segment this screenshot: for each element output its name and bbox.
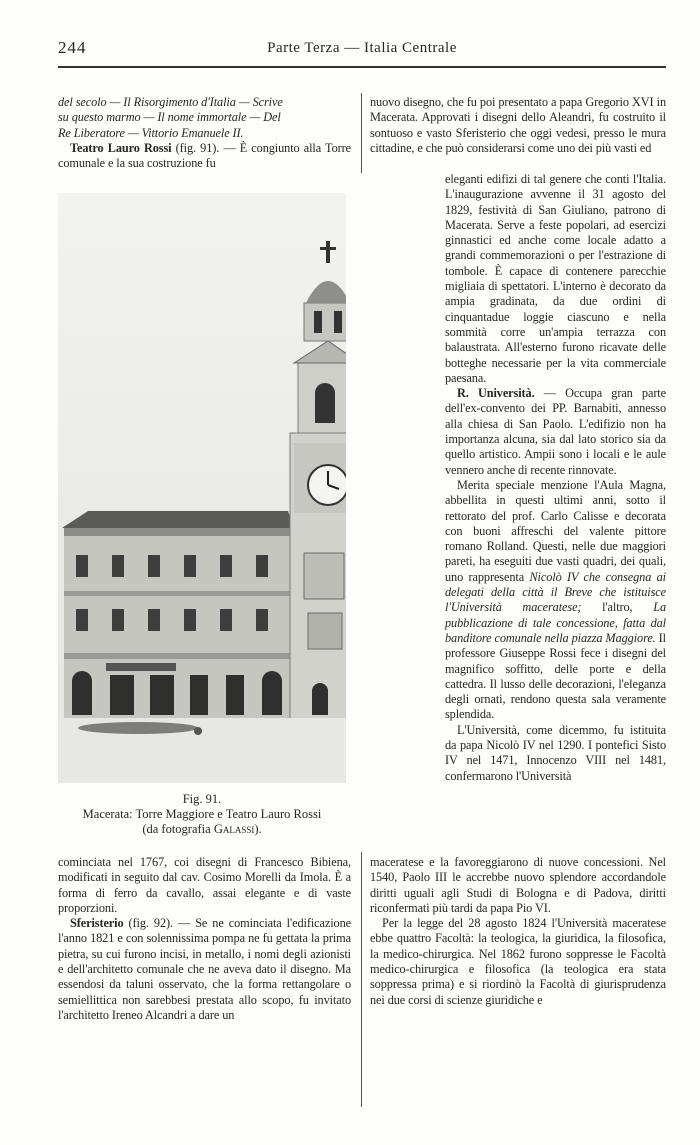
figure-caption — [58, 792, 346, 837]
universita-heading: R. Università. — [457, 386, 535, 401]
right-column-top — [370, 95, 666, 156]
teatro-paragraph — [58, 141, 351, 172]
sferisterio-text: (fig. 92). — Se ne cominciata l'edificazione l'anno 1821 e con solennissima pompa ne fu gettata la prima pietra, su cui furono incisi, in metallo, i nomi degli azionisti e dell'architetto comunale che ne aveva dato il disegno. Ma essendosi da taluni osservato, che la forma rettangolare o semiellittica non sarebbesi prestata allo scopo, fu invitato l'architetto Ireneo Alcandri a dare un — [58, 916, 351, 1022]
inscription — [58, 95, 351, 141]
sferisterio-details: eleganti edifizi di tal genere che conti l'Italia. L'inaugurazione avvenne il 31 agosto del 1829, festività di San Giuliano, patrono di Macerata. Serve a feste popolari, ad esercizi ginnastici ed anche come locale adatto a grandi commemorazioni o per l'estrazione di tombole. È capace di contenere parecchie migliaia di spettatori. L'interno è decorato da ampia gradinata, da due ordini di cinquantadue loggie ciascuno e nella sommità corre un'ampia terrazza con balaustrata. All'esterno furono ricavate delle botteghe necessarie per la vita commerciale paesana. — [445, 172, 666, 385]
universita-concessions: maceratese e la favoreggiarono di nuove concessioni. Nel 1540, Paolo III le accrebbe nuovo splendore accordandole diritti uguali agli Studi di Bologna e di Padova, diritti riconfermati più tardi da papa Pio VI. — [370, 855, 666, 915]
inscription-line: su questo marmo — Il nome immortale — Del — [58, 110, 281, 125]
sferisterio-paragraph — [58, 916, 351, 1023]
inscription-line: del secolo — Il Risorgimento d'Italia — Scrive — [58, 95, 283, 109]
tower-theatre-illustration — [58, 193, 346, 783]
teatro-heading: Teatro Lauro Rossi — [70, 140, 172, 155]
theatre-roof — [62, 511, 294, 528]
tower-cross — [326, 241, 330, 263]
running-title: Parte Terza — Italia Centrale — [267, 40, 457, 56]
sferisterio-continuation: nuovo disegno, che fu poi presentato a papa Gregorio XVI in Macerata. Approvati i disegni dello Aleandri, fu costruito il sontuoso e vasto Sferisterio che oggi vedesi, presso le mura cittadine, e che può considerarsi come uno dei più vasti ed — [370, 95, 666, 155]
page-header — [58, 36, 666, 62]
teatro-continuation: cominciata nel 1767, coi disegni di Francesco Bibiena, modificati in seguito dal cav. Cosimo Morelli da Imola. È a forma di ferro da cavallo, assai elegante e di vaste proporzioni. — [58, 855, 351, 915]
universita-faculties: Per la legge del 28 agosto 1824 l'Università maceratese ebbe quattro Facoltà: la teologica, la giuridica, la filosofica, la medico-chirurgica. Nel 1862 furono soppresse le Facoltà medico-chirurgica e filosofica (la teologica era stata soppressa prima) e si riordinò la Facoltà di giurisprudenza nei due corsi di scienze giuridiche e — [370, 916, 666, 1007]
fresco-title-2: La pubblicazione di tale concessione, fatta dal banditore comunale nella piazza Maggiore. — [445, 600, 666, 645]
header-rule — [58, 66, 666, 68]
inscription-line: Re Liberatore — Vittorio Emanuele II. — [58, 125, 244, 140]
universita-text: — Occupa gran parte dell'ex-convento dei PP. Barnabiti, annesso alla chiesa di San Paolo. L'edifizio non ha importanza alcuna, sia dal lato storico sia da quello artistico. Ampii sono i locali e le aule vennero anche di recente rinnovate. — [445, 386, 666, 477]
photo-credit: Galassi — [213, 822, 255, 836]
garden-hedge — [78, 722, 198, 734]
figure-label: Fig. 91. — [182, 792, 222, 806]
universita-history: L'Università, come dicemmo, fu istituita da papa Nicolò IV nel 1290. I pontefici Sisto IV nel 1471, Innocenzo VIII nel 1481, confermarono l'Università — [445, 722, 666, 783]
plaque — [304, 553, 344, 599]
aula-magna-paragraph: Merita speciale menzione l'Aula Magna, abbellita in questi ultimi anni, sotto il rettorato del prof. Carlo Calisse e decorata con buoni affreschi del valente pittore romano Rolland. Questi, nelle due maggiori pareti, ha eseguiti due vasti quadri, dei quali, uno rappresenta Nicolò IV che consegna ai delegati della città il Breve che istituisce l'Università maceratese; l'altro, La pubblicazione di tale concessione, fatta dal banditore comunale nella piazza Maggiore. Il professore Giuseppe Rossi fece i disegni del magnifico soffitto, delle porte e della cattedra. Il lusso delle decorazioni, l'eleganza degli ornati, rendono questa sala veramente splendida. — [445, 477, 667, 722]
shop-sign — [106, 663, 176, 671]
sferisterio-heading: Sferisterio — [70, 916, 124, 931]
right-column-bottom — [370, 855, 666, 1008]
left-column-top — [58, 95, 351, 171]
column-divider-bottom — [361, 852, 362, 1107]
column-divider — [361, 93, 362, 173]
teatro-text: (fig. 91). — È congiunto alla Torre comunale e la sua costruzione fu — [58, 140, 351, 171]
universita-paragraph — [445, 386, 666, 478]
page-number: 244 — [58, 38, 87, 57]
fresco-title-1: Nicolò IV che consegna ai delegati della città il Breve che istituisce l'Università maceratese; — [445, 569, 667, 615]
caption-line2: (da fotografia Galassi). — [142, 822, 262, 836]
left-column-bottom — [58, 855, 351, 1023]
right-column-wrap — [445, 172, 666, 784]
figure-photo — [58, 193, 346, 783]
caption-line1: Macerata: Torre Maggiore e Teatro Lauro Rossi — [82, 807, 322, 821]
